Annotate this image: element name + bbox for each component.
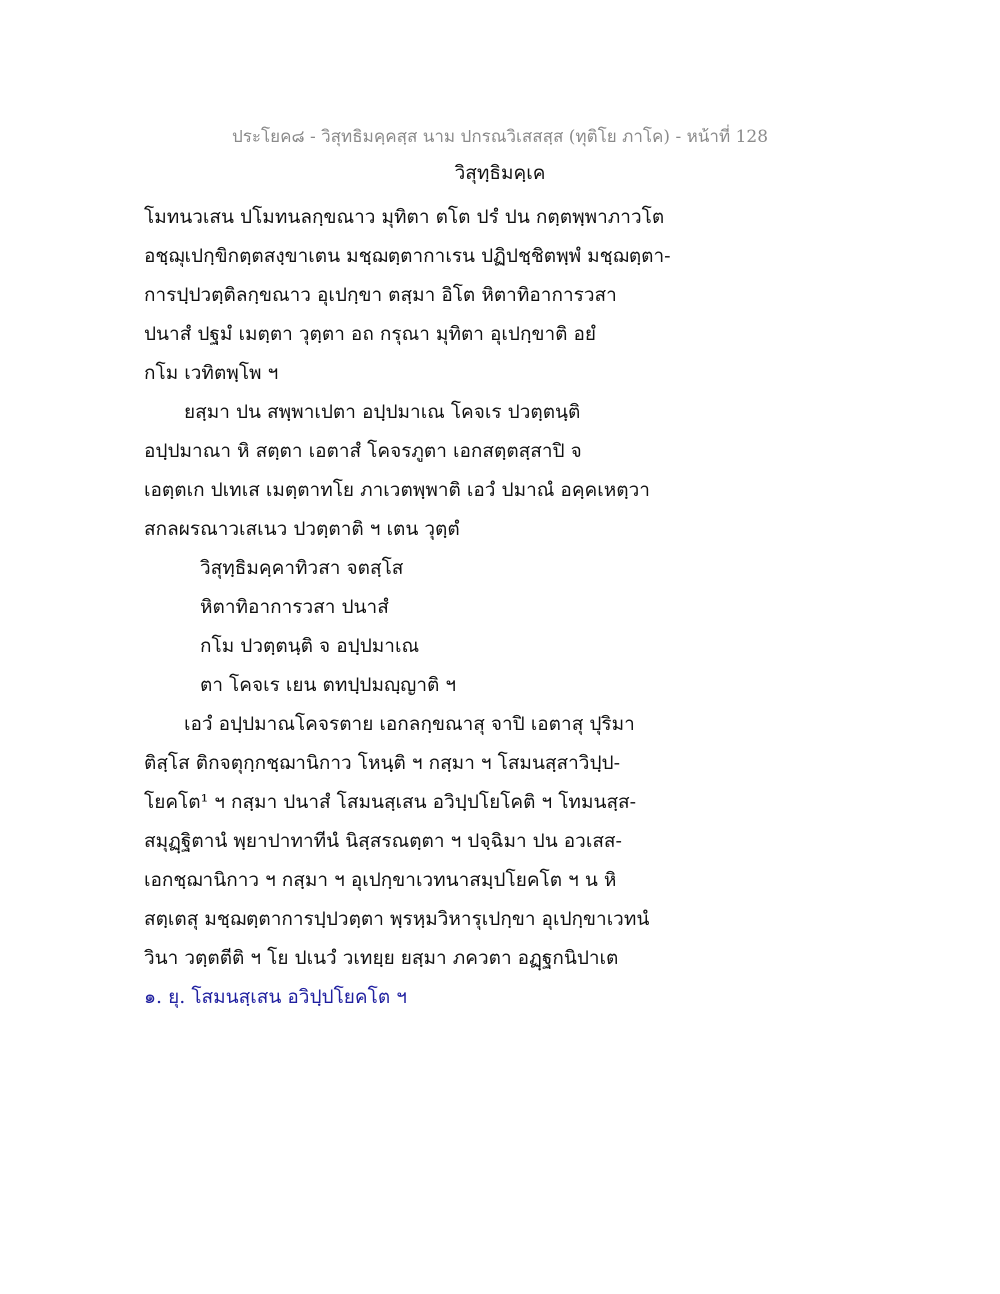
text-line: โยคโต¹ ฯ กสฺมา ปนาสํ โสมนสฺเสน อวิปฺปโยโคติ ฯ โทมนสฺส- <box>144 791 637 813</box>
text-line: การปฺปวตฺติลกฺขณาว อุเปกฺขา ตสฺมา อิโต หิตาทิอาการวสา <box>144 284 617 306</box>
running-header: ประโยค๘ - วิสุทธิมคฺคสฺส นาม ปกรณวิเสสสฺส (ทุติโย ภาโค) - หน้าที่ 128 <box>231 127 769 147</box>
text-line: กโม เวทิตพฺโพ ฯ <box>144 362 279 384</box>
text-line: ปนาสํ ปฐมํ เมตฺตา วุตฺตา อถ กรุณา มุทิตา อุเปกฺขาติ อยํ <box>144 323 597 345</box>
text-line: ยสฺมา ปน สพฺพาเปตา อปฺปมาเณ โคจเร ปวตฺตนฺติ <box>184 401 581 423</box>
verse-line: หิตาทิอาการวสา ปนาสํ <box>200 596 389 618</box>
text-line: โมทนวเสน ปโมทนลกฺขณาว มุทิตา ตโต ปรํ ปน กตฺตพฺพาภาวโต <box>144 206 665 228</box>
section-title: วิสุทฺธิมคฺเค <box>454 162 546 184</box>
footnote: ๑. ยุ. โสมนสฺเสน อวิปฺปโยคโต ฯ <box>144 986 407 1008</box>
verse-line: กโม ปวตฺตนฺติ จ อปฺปมาเณ <box>200 635 420 657</box>
verse-line: ตา โคจเร เยน ตทปฺปมญฺญาติ ฯ <box>200 674 457 696</box>
text-line: เอตฺตเก ปเทเส เมตฺตาทโย ภาเวตพฺพาติ เอวํ ปมาณํ อคฺคเหตฺวา <box>144 479 650 501</box>
body-text <box>144 198 864 1017</box>
text-line: สกลผรณาวเสเนว ปวตฺตาติ ฯ เตน วุตฺตํ <box>144 518 460 540</box>
text-line: เอวํ อปฺปมาณโคจรตาย เอกลกฺขณาสุ จาปิ เอตาสุ ปุริมา <box>184 713 635 735</box>
text-line: อชฺฌุเปกฺขิกตฺตสงฺขาเตน มชฺฌตฺตากาเรน ปฏิปชฺชิตพฺพํ มชฺฌตฺตา- <box>144 245 671 267</box>
text-line: เอกชฺฌานิกาว ฯ กสฺมา ฯ อุเปกฺขาเวทนาสมฺปโยคโต ฯ น หิ <box>144 869 617 891</box>
text-line: วินา วตฺตตีติ ฯ โย ปเนวํ วเทยฺย ยสฺมา ภควตา อฏฺฐกนิปาเต <box>144 947 619 969</box>
verse-line: วิสุทฺธิมคฺคาทิวสา จตสฺโส <box>200 557 404 579</box>
text-line: อปฺปมาณา หิ สตฺตา เอตาสํ โคจรภูตา เอกสตฺตสฺสาปิ จ <box>144 440 582 462</box>
text-line: ติสฺโส ติกจตุกฺกชฺฌานิกาว โหนฺติ ฯ กสฺมา ฯ โสมนสฺสาวิปฺป- <box>144 752 621 774</box>
text-line: สตฺเตสุ มชฺฌตฺตาการปฺปวตฺตา พฺรหฺมวิหารุเปกฺขา อุเปกฺขาเวทนํ <box>144 908 650 930</box>
text-line: สมุฏฺฐิตานํ พฺยาปาทาทีนํ นิสฺสรณตฺตา ฯ ปจฺฉิมา ปน อวเสส- <box>144 830 622 852</box>
